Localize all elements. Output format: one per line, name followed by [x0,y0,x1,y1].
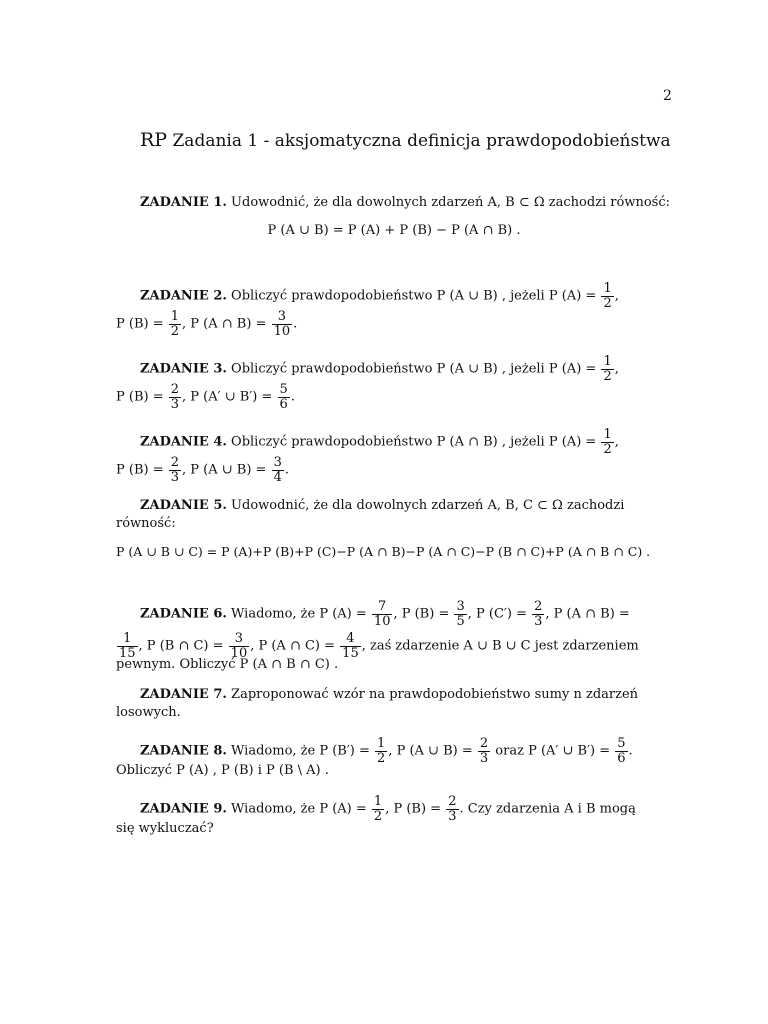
task-3-pa-fraction: $\frac{1}{2}$ [603,354,612,384]
task-7-text: Zaproponować wzór na prawdopodobieństwo sumy n zdarzeń [231,687,639,702]
task-5-line-2: równość: [116,516,176,531]
page-title [140,129,671,151]
task-6-fraction-3: $\frac{2}{3}$ [534,599,543,629]
task-5-line-1 [140,497,624,515]
task-4-line-1: ZADANIE 4. Obliczyć prawdopodobieństwo P (A ∩ B) , jeżeli P (A) = $\frac{1}{2}$ , [140,427,619,457]
task-3-label: ZADANIE 3. [140,361,227,377]
task-6-line-3: pewnym. Obliczyć P (A ∩ B ∩ C) . [116,657,339,672]
task-8-fraction-2: $\frac{2}{3}$ [479,736,489,766]
task-6-fraction-5: $\frac{3}{10}$ [230,631,248,661]
task-8-fraction-1: $\frac{1}{2}$ [377,736,386,766]
task-8-label: ZADANIE 8. [140,743,227,759]
title-prefix: RP [140,129,168,151]
task-6-line-2: $\frac{1}{15}$ , P (B ∩ C) = $\frac{3}{10}$ , P (A ∩ C) = $\frac{4}{15}$ , zaś zdarzenie A ∪ B ∪ C jest zdarzeniem [119,631,639,661]
page-number: 2 [663,88,672,104]
task-4-pab-fraction: $\frac{3}{4}$ [273,455,282,485]
task-4-pb-fraction: $\frac{2}{3}$ [170,455,180,485]
task-7-line-1 [140,686,638,704]
task-2-line-2: P (B) = $\frac{1}{2}$ , P (A ∩ B) = $\frac{3}{10}$ . [116,309,298,339]
task-1-label: ZADANIE 1. [140,195,227,210]
task-8-line-1: ZADANIE 8. Wiadomo, że P (B′) = $\frac{1}{2}$ , P (A ∪ B) = $\frac{2}{3}$ oraz P (A′ ∪ B′) = $\frac{5}{6}$ . [140,736,633,766]
task-8-line-2: Obliczyć P (A) , P (B) i P (B \ A) . [116,763,329,778]
task-2-pab-fraction: $\frac{3}{10}$ [273,309,291,339]
task-7-label: ZADANIE 7. [140,687,227,702]
task-3-pab-fraction: $\frac{5}{6}$ [279,382,288,412]
task-5-label: ZADANIE 5. [140,498,227,513]
task-4-text: Obliczyć prawdopodobieństwo P (A ∩ B) , jeżeli P (A) = [231,434,597,450]
task-6-fraction-2: $\frac{3}{5}$ [456,599,465,629]
task-9-line-2: się wykluczać? [116,821,214,836]
task-3-line-2: P (B) = $\frac{2}{3}$ , P (A′ ∪ B′) = $\frac{5}{6}$ . [116,382,295,412]
task-9-fraction-2: $\frac{2}{3}$ [448,794,457,824]
task-1-text: Udowodnić, że dla dowolnych zdarzeń A, B ⊂ Ω zachodzi równość: [231,195,670,210]
task-2-line-1: ZADANIE 2. Obliczyć prawdopodobieństwo P (A ∪ B) , jeżeli P (A) = $\frac{1}{2}$ , [140,281,619,311]
task-6-fraction-4: $\frac{1}{15}$ [119,631,136,661]
task-3-text: Obliczyć prawdopodobieństwo P (A ∪ B) , jeżeli P (A) = [231,361,597,377]
task-2-pa-fraction: $\frac{1}{2}$ [603,281,612,311]
task-3-pb-fraction: $\frac{2}{3}$ [170,382,180,412]
task-4-label: ZADANIE 4. [140,434,227,450]
task-6-label: ZADANIE 6. [140,606,227,622]
task-6-fraction-6: $\frac{4}{15}$ [342,631,359,661]
task-1-line-1 [140,194,670,212]
task-9-line-1: ZADANIE 9. Wiadomo, że P (A) = $\frac{1}{2}$ , P (B) = $\frac{2}{3}$ . Czy zdarzenia A i B mogą [140,794,636,824]
title-text: Zadania 1 - aksjomatyczna definicja prawdopodobieństwa [172,131,671,151]
task-1-formula: P (A ∪ B) = P (A) + P (B) − P (A ∩ B) . [267,223,521,238]
task-2-label: ZADANIE 2. [140,288,227,304]
task-4-pa-fraction: $\frac{1}{2}$ [603,427,612,457]
task-9-fraction-1: $\frac{1}{2}$ [373,794,383,824]
task-6-line-1: ZADANIE 6. Wiadomo, że P (A) = $\frac{7}{10}$ , P (B) = $\frac{3}{5}$ , P (C′) = $\frac{2}{3}$ , P (A ∩ B) = [140,599,630,629]
task-7-line-2: losowych. [116,705,181,720]
task-5-text: Udowodnić, że dla dowolnych zdarzeń A, B, C ⊂ Ω zachodzi [231,498,625,513]
task-5-formula: P (A ∪ B ∪ C) = P (A)+P (B)+P (C)−P (A ∩ B)−P (A ∩ C)−P (B ∩ C)+P (A ∩ B ∩ C) . [116,544,651,559]
task-9-label: ZADANIE 9. [140,801,227,817]
task-6-fraction-1: $\frac{7}{10}$ [373,599,391,629]
task-2-pb-fraction: $\frac{1}{2}$ [170,309,180,339]
task-2-text: Obliczyć prawdopodobieństwo P (A ∪ B) , jeżeli P (A) = [231,288,597,304]
task-8-fraction-3: $\frac{5}{6}$ [617,736,626,766]
task-3-line-1: ZADANIE 3. Obliczyć prawdopodobieństwo P (A ∪ B) , jeżeli P (A) = $\frac{1}{2}$ , [140,354,619,384]
task-4-line-2: P (B) = $\frac{2}{3}$ , P (A ∪ B) = $\frac{3}{4}$ . [116,455,290,485]
